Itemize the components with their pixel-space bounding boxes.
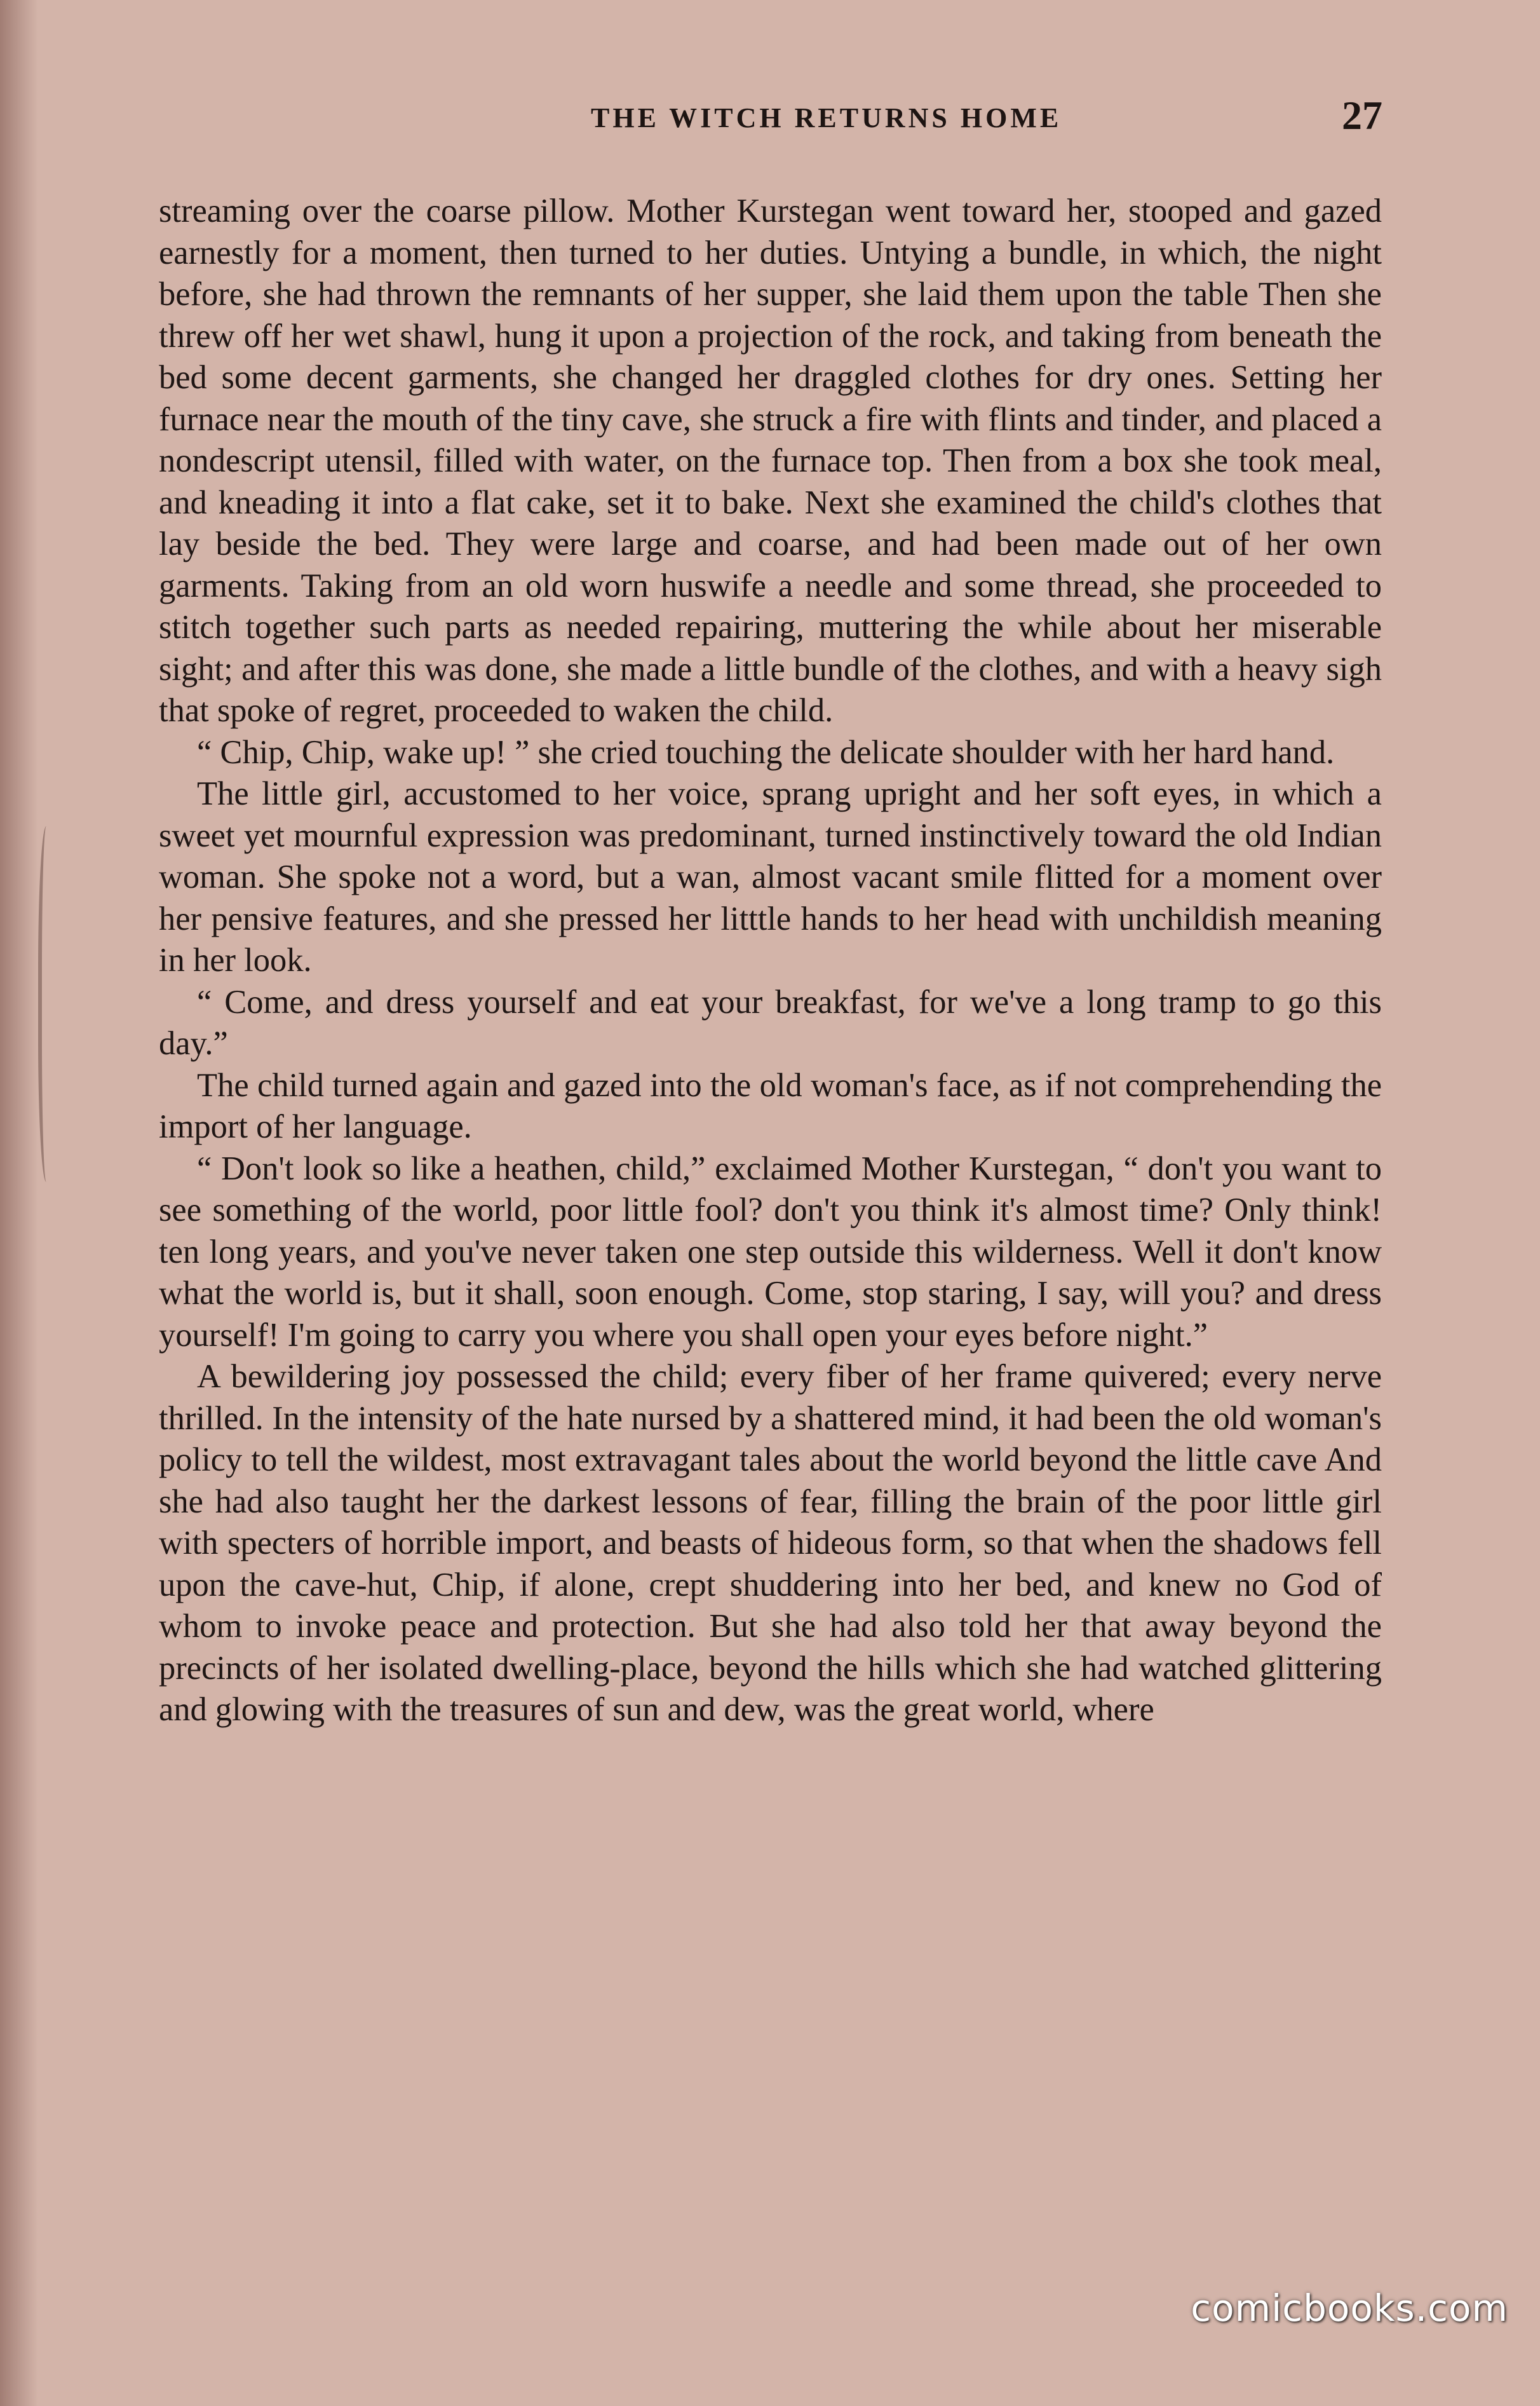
page-number: 27 — [1342, 93, 1382, 138]
binding-fold-mark — [38, 826, 58, 1182]
watermark: comicbooks.com — [1191, 2287, 1508, 2330]
paragraph: A bewildering joy possessed the child; every fiber of her frame quivered; every nerve thrilled. In the intensity of the hate nursed by a shattered mind, it had been the old woman's policy to tell the wildest, most extravagant tales about the world beyond the little cave And she had also taught her the darkest lessons of fear, filling the brain of the poor little girl with specters of horrible import, and beasts of hideous form, so that when the shadows fell upon the cave-hut, Chip, if alone, crept shuddering into her bed, and knew no God of whom to invoke peace and protection. But she had also told her that away beyond the precincts of her isolated dwelling-place, beyond the hills which she had watched glittering and glowing with the treasures of sun and dew, was the great world, where — [159, 1358, 1382, 1728]
paragraph: The child turned again and gazed into the old woman's face, as if not comprehending the import of her language. — [159, 1066, 1382, 1145]
running-title: THE WITCH RETURNS HOME — [591, 102, 1062, 133]
paragraph: “ Chip, Chip, wake up! ” she cried touching the delicate shoulder with her hard hand. — [197, 733, 1335, 771]
body-text — [159, 191, 1382, 1731]
paragraph: The little girl, accustomed to her voice, sprang upright and her soft eyes, in which a sweet yet mournful expression was predominant, turned instinctively toward the old Indian woman. She spoke not a word, but a wan, almost vacant smile flitted for a moment over her pensive features, and she pressed her litttle hands to her head with unchildish meaning in her look. — [159, 775, 1382, 979]
page-edge-shadow — [0, 0, 38, 2406]
paragraph: “ Come, and dress yourself and eat your breakfast, for we've a long tramp to go this day.” — [159, 983, 1382, 1062]
paragraph: streaming over the coarse pillow. Mother Kurstegan went toward her, stooped and gazed earnestly for a moment, then turned to her duties. Untying a bundle, in which, the night before, she had thrown the remnants of her supper, she laid them upon the table Then she threw off her wet shawl, hung it upon a projection of the rock, and taking from beneath the bed some decent garments, she changed her draggled clothes for dry ones. Setting her furnace near the mouth of the tiny cave, she struck a fire with flints and tinder, and placed a nondescript utensil, filled with water, on the furnace top. Then from a box she took meal, and kneading it into a flat cake, set it to bake. Next she examined the child's clothes that lay beside the bed. They were large and coarse, and had been made out of her own garments. Taking from an old worn huswife a needle and some thread, she proceeded to stitch together such parts as needed repairing, muttering the while about her miserable sight; and after this was done, she made a little bundle of the clothes, and with a heavy sigh that spoke of regret, proceeded to waken the child. — [159, 193, 1382, 729]
paragraph: “ Don't look so like a heathen, child,” exclaimed Mother Kurstegan, “ don't you want to see something of the world, poor little fool? don't you think it's almost time? Only think! ten long years, and you've never taken one step outside this wilderness. Well it don't know what the world is, but it shall, soon enough. Come, stop staring, I say, will you? and dress yourself! I'm going to carry you where you shall open your eyes before night.” — [159, 1150, 1382, 1354]
